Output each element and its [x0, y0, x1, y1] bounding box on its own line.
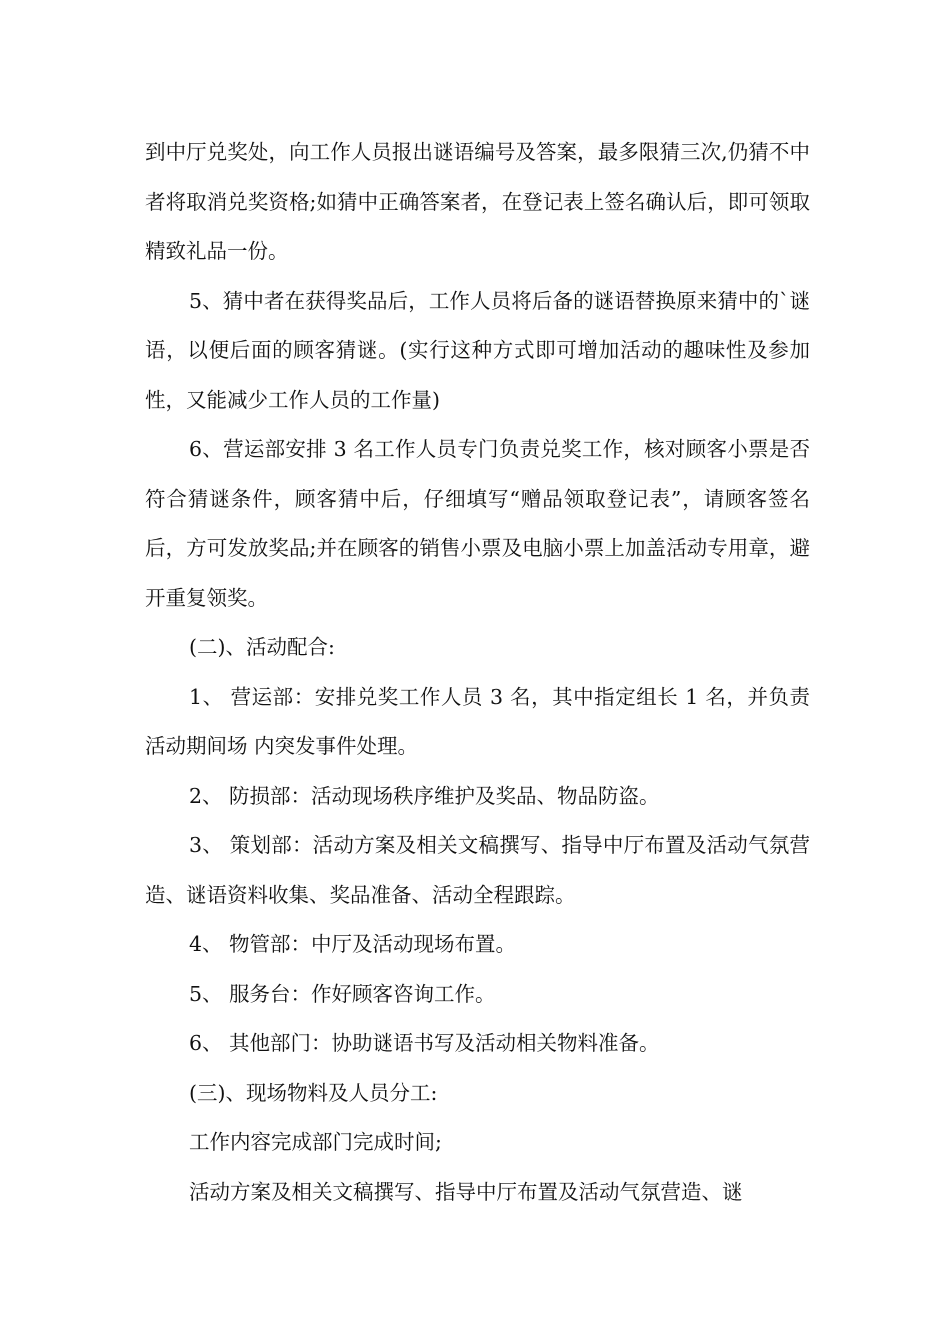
paragraph-work-item: 活动方案及相关文稿撰写、指导中厅布置及活动气氛营造、谜 [189, 1179, 743, 1204]
paragraph-operations-staff: 6、营运部安排 3 名工作人员专门负责兑奖工作，核对顾客小票是否符合猜谜条件，顾客猜中后，仔细填写“赠品领取登记表”，请顾客签名后，方可发放奖品;并在顾客的销售小票及电脑小票上加盖活动专用章，避开重复领奖。 [145, 437, 810, 610]
paragraph-other-depts: 6、 其他部门：协助谜语书写及活动相关物料准备。 [189, 1031, 660, 1055]
section-heading-coordination: (二)、活动配合: [189, 635, 335, 659]
document-body [145, 128, 810, 1217]
paragraph-riddle-replacement: 5、猜中者在获得奖品后，工作人员将后备的谜语替换原来猜中的`谜语，以便后面的顾客猜谜。(实行这种方式即可增加活动的趣味性及参加性，又能减少工作人员的工作量) [145, 288, 810, 412]
paragraph-prize-claim: 到中厅兑奖处，向工作人员报出谜语编号及答案，最多限猜三次,仍猜不中者将取消兑奖资格;如猜中正确答案者，在登记表上签名确认后，即可领取精致礼品一份。 [145, 140, 810, 263]
paragraph-work-table-header: 工作内容完成部门完成时间; [189, 1130, 442, 1154]
paragraph-planning-dept: 3、 策划部：活动方案及相关文稿撰写、指导中厅布置及活动气氛营造、谜语资料收集、奖品准备、活动全程跟踪。 [145, 833, 810, 907]
section-heading-materials: (三)、现场物料及人员分工: [189, 1080, 438, 1105]
paragraph-operations-dept: 1、 营运部：安排兑奖工作人员 3 名，其中指定组长 1 名，并负责活动期间场 内突发事件处理。 [145, 684, 810, 758]
paragraph-loss-prevention-dept: 2、 防损部：活动现场秩序维护及奖品、物品防盗。 [189, 783, 660, 808]
paragraph-service-desk: 5、 服务台：作好顾客咨询工作。 [189, 981, 496, 1006]
paragraph-property-dept: 4、 物管部：中厅及活动现场布置。 [189, 932, 517, 956]
